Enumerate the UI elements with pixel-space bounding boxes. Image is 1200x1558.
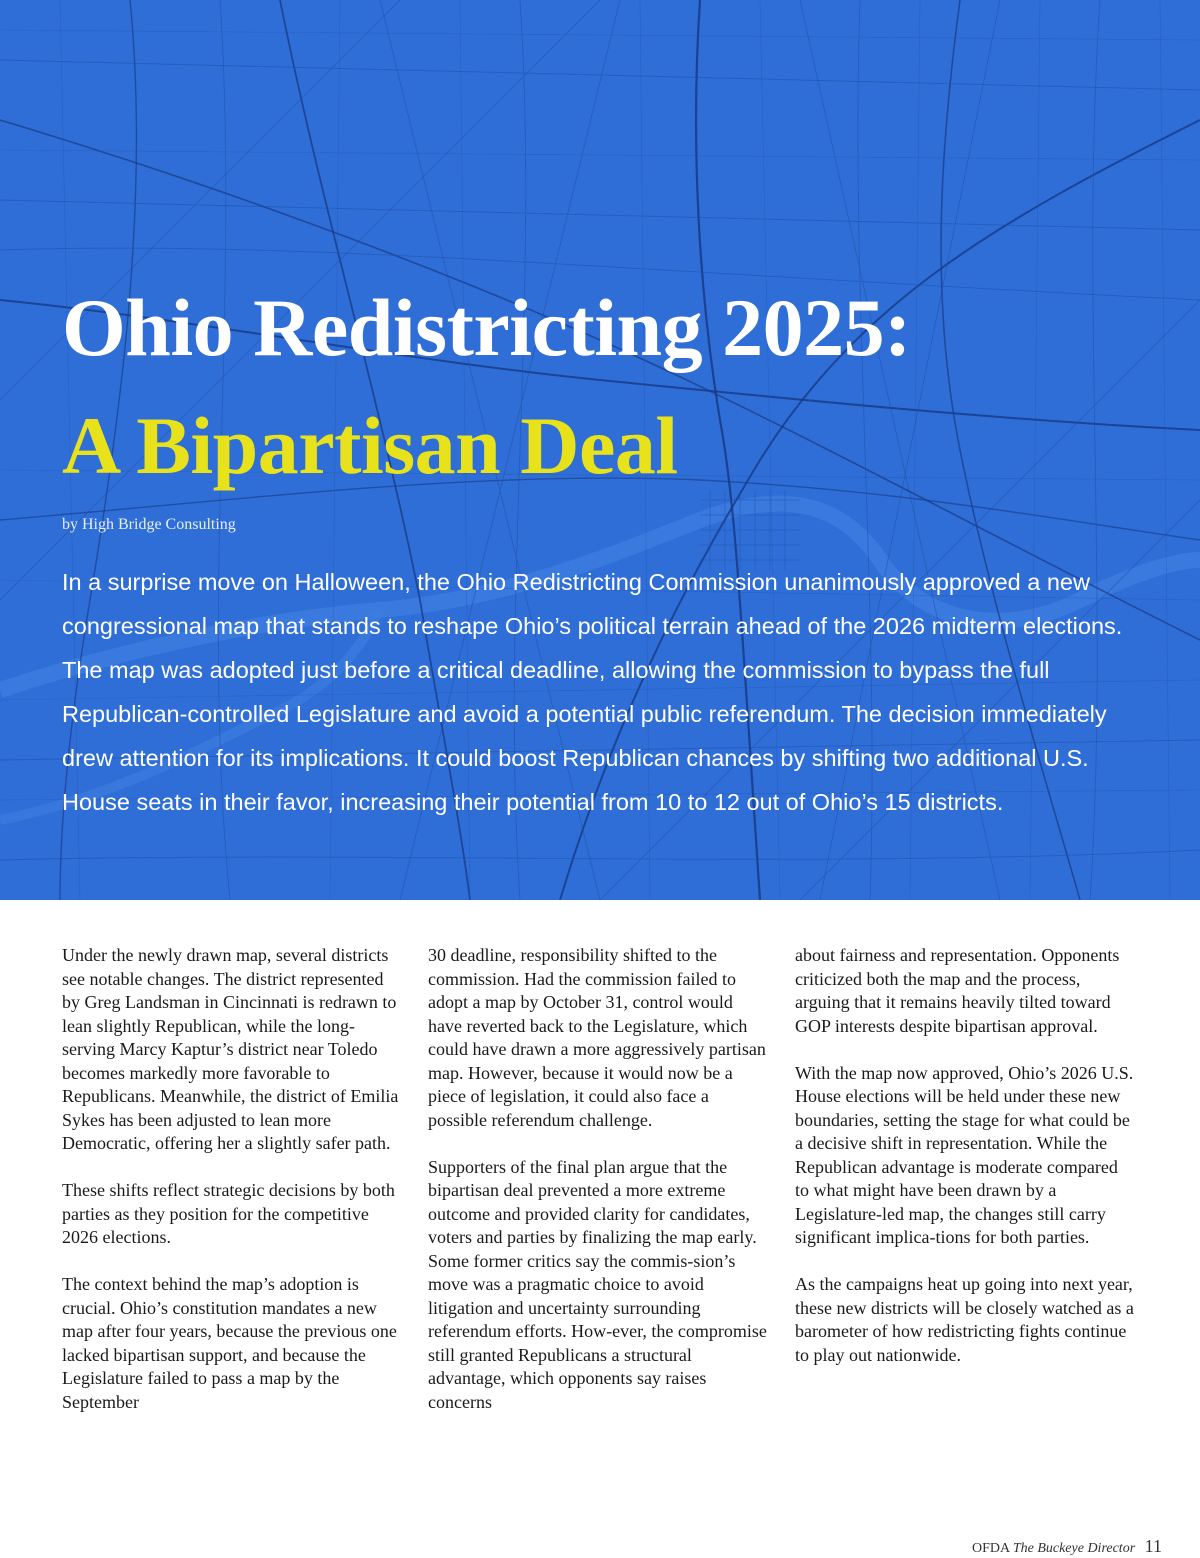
article-column-3 — [795, 944, 1135, 1367]
headline-line-2: A Bipartisan Deal — [62, 400, 678, 491]
paragraph: Under the newly drawn map, several districts see notable changes. The district represented by Greg Landsman in Cincinnati is redrawn to lean slightly Republican, while the long-serving Marcy Kaptur’s district near Toledo becomes markedly more favorable to Republicans. Meanwhile, the district of Emilia Sykes has been adjusted to lean more Democratic, offering her a slightly safer path. — [62, 945, 399, 1153]
article-column-1 — [62, 944, 402, 1414]
byline: by High Bridge Consulting — [62, 516, 236, 533]
article-column-2 — [428, 944, 768, 1414]
intro-paragraph: In a surprise move on Halloween, the Ohio Redistricting Commission unanimously approved a new congressional map that stands to reshape Ohio’s political terrain ahead of the 2026 midterm elections. The map was adopted just before a critical deadline, allowing the commission to bypass the full Republican-controlled Legislature and avoid a potential public referendum. The decision immediately drew attention for its implications. It could boost Republican chances by shifting two additional U.S. House seats in their favor, increasing their potential from 10 to 12 out of Ohio’s 15 districts. — [62, 569, 1123, 815]
page-footer — [972, 1536, 1162, 1557]
headline-line-1: Ohio Redistricting 2025: — [62, 282, 911, 373]
page-number: 11 — [1144, 1536, 1162, 1556]
footer-org: OFDA — [971, 1541, 1010, 1556]
footer-publication: The Buckeye Director — [1012, 1541, 1136, 1556]
paragraph: With the map now approved, Ohio’s 2026 U.S. House elections will be held under these new boundaries, setting the stage for what could be a decisive shift in representation. While the Republican advantage is moderate compared to what might have been drawn by a Legislature-led map, the changes still carry significant implica-tions for both parties. — [795, 1062, 1134, 1247]
paragraph: As the campaigns heat up going into next year, these new districts will be closely watched as a barometer of how redistricting fights continue to play out nationwide. — [795, 1274, 1134, 1365]
paragraph: The context behind the map’s adoption is crucial. Ohio’s constitution mandates a new map after four years, because the previous one lacked bipartisan support, and because the Legislature failed to pass a map by the September — [62, 1274, 397, 1412]
paragraph: about fairness and representation. Opponents criticized both the map and the process, arguing that it remains heavily tilted toward GOP interests despite bipartisan approval. — [795, 945, 1120, 1036]
paragraph: Supporters of the final plan argue that the bipartisan deal prevented a more extreme outcome and provided clarity for candidates, voters and parties by finalizing the map early. Some former critics say the commis-sion’s move was a pragmatic choice to avoid litigation and uncertainty surrounding referendum efforts. How-ever, the compromise still granted Republicans a structural advantage, which opponents say raises concerns — [428, 1156, 767, 1412]
paragraph: These shifts reflect strategic decisions by both parties as they position for the competitive 2026 elections. — [62, 1180, 395, 1247]
paragraph: 30 deadline, responsibility shifted to the commission. Had the commission failed to adopt a map by October 31, control would have reverted back to the Legislature, which could have drawn a more aggressively partisan map. However, because it would now be a piece of legislation, it could also face a possible referendum challenge. — [428, 945, 766, 1130]
